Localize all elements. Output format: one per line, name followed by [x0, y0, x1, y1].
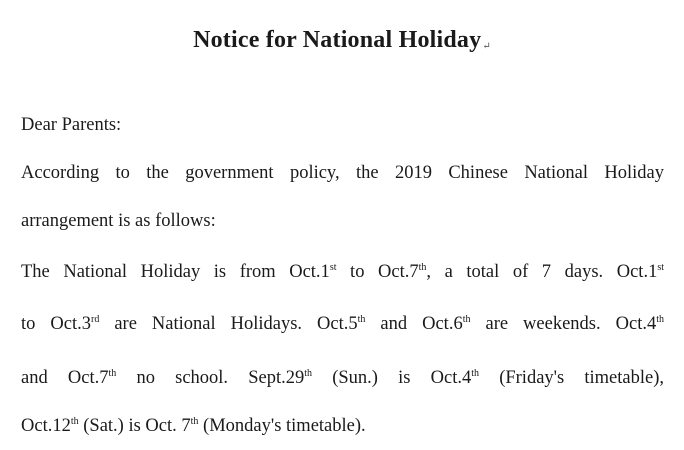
body-line-4: to Oct.3rd are National Holidays. Oct.5th and Oct.6th are weekends. Oct.4th	[21, 314, 664, 334]
greeting: Dear Parents:	[21, 115, 122, 135]
body-line-6: Oct.12th (Sat.) is Oct. 7th (Monday's timetable).	[21, 416, 366, 436]
body-line-5: and Oct.7th no school. Sept.29th (Sun.) is Oct.4th (Friday's timetable),	[21, 368, 664, 388]
body-line-2: arrangement is as follows:	[21, 211, 216, 231]
notice-title	[0, 27, 684, 54]
body-line-3: The National Holiday is from Oct.1st to Oct.7th, a total of 7 days. Oct.1st	[21, 262, 664, 282]
title-text: Notice for National Holiday	[193, 27, 482, 53]
paragraph-mark-icon: ↵	[482, 41, 491, 52]
body-line-1: According to the government policy, the 2019 Chinese National Holiday	[21, 163, 664, 183]
